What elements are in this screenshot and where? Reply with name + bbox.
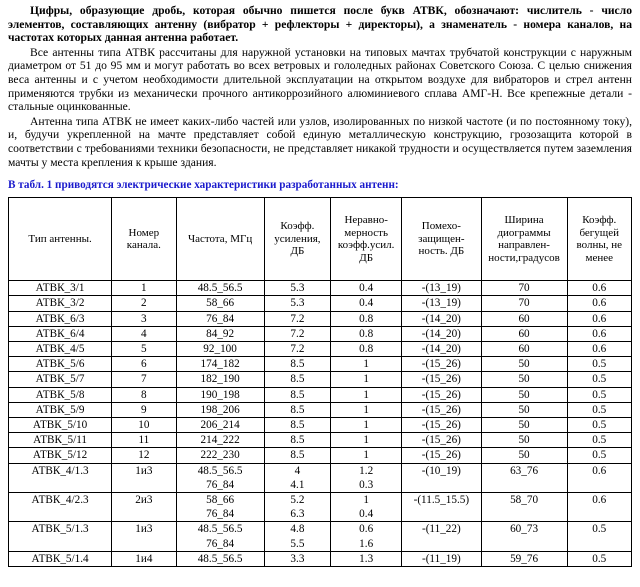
cell-swr: 0.5	[567, 402, 631, 417]
cell-channel: 2и3	[112, 492, 176, 507]
cell-beamwidth: 50	[481, 402, 567, 417]
cell-gain: 4	[264, 463, 331, 478]
cell-channel: 10	[112, 417, 176, 432]
cell-swr: 0.6	[567, 281, 631, 296]
cell-noise: -(11.5_15.5)	[402, 492, 481, 507]
cell-channel	[112, 537, 176, 552]
table-row	[9, 492, 632, 507]
cell-frequency: 48.5_56.5	[176, 551, 264, 566]
cell-channel: 8	[112, 387, 176, 402]
table-row	[9, 296, 632, 311]
cell-noise: -(15_26)	[402, 357, 481, 372]
cell-swr: 0.5	[567, 387, 631, 402]
cell-noise: -(15_26)	[402, 372, 481, 387]
column-header-beamwidth: Ширина диограммы направлен- ности,градусов	[481, 198, 567, 281]
cell-swr	[567, 478, 631, 493]
cell-swr: 0.6	[567, 463, 631, 478]
cell-beamwidth: 50	[481, 357, 567, 372]
cell-channel: 1	[112, 281, 176, 296]
cell-frequency: 214_222	[176, 433, 264, 448]
table-row	[9, 311, 632, 326]
table-row	[9, 433, 632, 448]
cell-swr	[567, 507, 631, 522]
cell-ripple: 1	[331, 448, 402, 463]
table-row	[9, 281, 632, 296]
cell-gain: 8.5	[264, 448, 331, 463]
cell-swr: 0.5	[567, 417, 631, 432]
cell-type: АТВК_5/9	[9, 402, 112, 417]
paragraph-3: Антенна типа АТВК не имеет каких-либо частей или узлов, изолированных по низкой частоте (и по постоянному току), и, будучи укрепленной на мачте представляет собой единую металлическую конструкцию, грозозащита которой в соответствии с требованиями техники безопасности, не представляет никакой трудности и осуществляется путем заземления мачты у места крепления к крыше здания.	[8, 114, 632, 169]
cell-channel: 2	[112, 296, 176, 311]
cell-frequency: 190_198	[176, 387, 264, 402]
cell-gain: 8.5	[264, 357, 331, 372]
cell-noise: -(15_26)	[402, 402, 481, 417]
cell-beamwidth: 59_76	[481, 551, 567, 566]
cell-channel: 11	[112, 433, 176, 448]
cell-gain: 7.2	[264, 326, 331, 341]
cell-beamwidth: 50	[481, 433, 567, 448]
cell-swr: 0.6	[567, 311, 631, 326]
cell-type	[9, 478, 112, 493]
cell-gain: 8.5	[264, 433, 331, 448]
cell-ripple: 1	[331, 372, 402, 387]
cell-ripple: 0.4	[331, 296, 402, 311]
cell-channel: 3	[112, 311, 176, 326]
column-header-gain: Коэфф. усиления, ДБ	[264, 198, 331, 281]
cell-swr: 0.6	[567, 492, 631, 507]
cell-frequency: 222_230	[176, 448, 264, 463]
cell-gain: 5.5	[264, 537, 331, 552]
cell-type: АТВК_5/1.3	[9, 522, 112, 537]
cell-type	[9, 537, 112, 552]
cell-noise: -(13_19)	[402, 296, 481, 311]
cell-beamwidth: 60	[481, 341, 567, 356]
cell-type: АТВК_5/12	[9, 448, 112, 463]
cell-gain: 8.5	[264, 387, 331, 402]
cell-type: АТВК_6/4	[9, 326, 112, 341]
cell-beamwidth	[481, 537, 567, 552]
cell-channel: 9	[112, 402, 176, 417]
cell-channel: 12	[112, 448, 176, 463]
cell-type: АТВК_5/8	[9, 387, 112, 402]
cell-gain: 4.8	[264, 522, 331, 537]
cell-channel: 4	[112, 326, 176, 341]
cell-channel: 6	[112, 357, 176, 372]
cell-ripple: 0.6	[331, 522, 402, 537]
column-header-channel: Номер канала.	[112, 198, 176, 281]
cell-swr: 0.5	[567, 448, 631, 463]
cell-noise: -(15_26)	[402, 448, 481, 463]
cell-noise	[402, 537, 481, 552]
cell-frequency: 182_190	[176, 372, 264, 387]
cell-type: АТВК_5/6	[9, 357, 112, 372]
table-row	[9, 522, 632, 537]
cell-beamwidth: 60	[481, 326, 567, 341]
cell-beamwidth: 70	[481, 281, 567, 296]
cell-frequency: 58_66	[176, 492, 264, 507]
cell-channel	[112, 478, 176, 493]
table-row	[9, 341, 632, 356]
cell-gain: 4.1	[264, 478, 331, 493]
cell-noise: -(13_19)	[402, 281, 481, 296]
cell-channel: 1и3	[112, 463, 176, 478]
cell-ripple: 1.3	[331, 551, 402, 566]
cell-ripple: 0.8	[331, 311, 402, 326]
column-header-ripple: Неравно- мерность коэфф.усил. ДБ	[331, 198, 402, 281]
cell-type: АТВК_5/11	[9, 433, 112, 448]
cell-ripple: 1	[331, 402, 402, 417]
table-row	[9, 551, 632, 566]
table-row-continued	[9, 537, 632, 552]
table-row	[9, 326, 632, 341]
cell-ripple: 0.3	[331, 478, 402, 493]
column-header-swr: Коэфф. бегущей волны, не менее	[567, 198, 631, 281]
cell-noise	[402, 478, 481, 493]
cell-beamwidth: 60_73	[481, 522, 567, 537]
cell-frequency: 76_84	[176, 311, 264, 326]
cell-swr: 0.6	[567, 296, 631, 311]
cell-type: АТВК_4/1.3	[9, 463, 112, 478]
cell-frequency: 84_92	[176, 326, 264, 341]
cell-frequency: 48.5_56.5	[176, 281, 264, 296]
cell-type: АТВК_6/3	[9, 311, 112, 326]
paragraph-1: Цифры, образующие дробь, которая обычно пишется после букв АТВК, обозначают: числитель - число элементов, составляющих антенну (вибратор + рефлекторы + директоры), а знаменатель - номера каналов, на частотах которых данная антенна работает.	[8, 4, 632, 45]
cell-type: АТВК_5/10	[9, 417, 112, 432]
cell-beamwidth: 63_76	[481, 463, 567, 478]
table-intro-text: В табл. 1 приводятся электрические характеристики разработанных антенн:	[8, 179, 399, 192]
cell-frequency: 76_84	[176, 537, 264, 552]
cell-swr	[567, 537, 631, 552]
column-header-frequency: Частота, МГц	[176, 198, 264, 281]
cell-noise: -(15_26)	[402, 417, 481, 432]
cell-ripple: 1.2	[331, 463, 402, 478]
cell-beamwidth: 50	[481, 417, 567, 432]
cell-swr: 0.6	[567, 341, 631, 356]
cell-noise: -(14_20)	[402, 326, 481, 341]
column-header-type: Тип антенны.	[9, 198, 112, 281]
cell-beamwidth: 50	[481, 448, 567, 463]
cell-beamwidth: 50	[481, 387, 567, 402]
antenna-characteristics-table	[8, 197, 632, 567]
cell-ripple: 1	[331, 387, 402, 402]
cell-noise: -(11_22)	[402, 522, 481, 537]
table-row	[9, 357, 632, 372]
cell-gain: 6.3	[264, 507, 331, 522]
cell-gain: 7.2	[264, 311, 331, 326]
cell-ripple: 0.4	[331, 507, 402, 522]
cell-swr: 0.5	[567, 433, 631, 448]
cell-type: АТВК_5/7	[9, 372, 112, 387]
table-row-continued	[9, 478, 632, 493]
cell-noise: -(15_26)	[402, 433, 481, 448]
table-row	[9, 387, 632, 402]
cell-gain: 8.5	[264, 402, 331, 417]
cell-gain: 5.3	[264, 296, 331, 311]
cell-beamwidth: 50	[481, 372, 567, 387]
cell-ripple: 0.4	[331, 281, 402, 296]
cell-beamwidth	[481, 478, 567, 493]
cell-swr: 0.5	[567, 551, 631, 566]
cell-frequency: 198_206	[176, 402, 264, 417]
table-row-continued	[9, 507, 632, 522]
cell-channel: 7	[112, 372, 176, 387]
cell-frequency: 48.5_56.5	[176, 522, 264, 537]
cell-frequency: 58_66	[176, 296, 264, 311]
cell-beamwidth: 70	[481, 296, 567, 311]
cell-gain: 7.2	[264, 341, 331, 356]
cell-channel: 1и3	[112, 522, 176, 537]
cell-ripple: 1	[331, 357, 402, 372]
cell-noise: -(10_19)	[402, 463, 481, 478]
cell-noise: -(14_20)	[402, 311, 481, 326]
cell-frequency: 76_84	[176, 507, 264, 522]
cell-type: АТВК_5/1.4	[9, 551, 112, 566]
cell-ripple: 1	[331, 417, 402, 432]
cell-noise: -(15_26)	[402, 387, 481, 402]
cell-beamwidth: 58_70	[481, 492, 567, 507]
cell-channel	[112, 507, 176, 522]
table-row	[9, 402, 632, 417]
cell-swr: 0.5	[567, 357, 631, 372]
table-body	[9, 281, 632, 567]
cell-type: АТВК_3/1	[9, 281, 112, 296]
table-row	[9, 448, 632, 463]
cell-beamwidth	[481, 507, 567, 522]
cell-ripple: 1	[331, 492, 402, 507]
cell-gain: 8.5	[264, 372, 331, 387]
column-header-noise-protection: Помехо- защищен- ность. ДБ	[402, 198, 481, 281]
cell-gain: 3.3	[264, 551, 331, 566]
cell-type: АТВК_3/2	[9, 296, 112, 311]
cell-frequency: 48.5_56.5	[176, 463, 264, 478]
cell-frequency: 174_182	[176, 357, 264, 372]
cell-ripple: 0.8	[331, 326, 402, 341]
paragraph-2: Все антенны типа АТВК рассчитаны для наружной установки на типовых мачтах трубчатой конструкции с наружным диаметром от 51 до 95 мм и могут работать во всех ветровых и гололедных районах Советского Союза. С целью снижения веса антенны и с учетом необходимости длительной эксплуатации на открытом воздухе для вибраторов и стрел антенн применяются трубки из механически прочного антикоррозийного алюминиевого сплава АМГ-Н. Все крепежные детали - стальные оцинкованные.	[8, 45, 632, 114]
cell-channel: 5	[112, 341, 176, 356]
table-row	[9, 417, 632, 432]
cell-noise: -(11_19)	[402, 551, 481, 566]
cell-frequency: 206_214	[176, 417, 264, 432]
table-row	[9, 463, 632, 478]
cell-noise	[402, 507, 481, 522]
cell-swr: 0.6	[567, 326, 631, 341]
cell-frequency: 92_100	[176, 341, 264, 356]
cell-noise: -(14_20)	[402, 341, 481, 356]
cell-gain: 5.2	[264, 492, 331, 507]
table-row	[9, 372, 632, 387]
cell-ripple: 0.8	[331, 341, 402, 356]
cell-gain: 5.3	[264, 281, 331, 296]
cell-type: АТВК_4/2.3	[9, 492, 112, 507]
cell-swr: 0.5	[567, 522, 631, 537]
cell-ripple: 1.6	[331, 537, 402, 552]
cell-channel: 1и4	[112, 551, 176, 566]
table-header-row	[9, 198, 632, 281]
cell-swr: 0.5	[567, 372, 631, 387]
cell-gain: 8.5	[264, 417, 331, 432]
cell-ripple: 1	[331, 433, 402, 448]
cell-type	[9, 507, 112, 522]
cell-beamwidth: 60	[481, 311, 567, 326]
cell-type: АТВК_4/5	[9, 341, 112, 356]
cell-frequency: 76_84	[176, 478, 264, 493]
